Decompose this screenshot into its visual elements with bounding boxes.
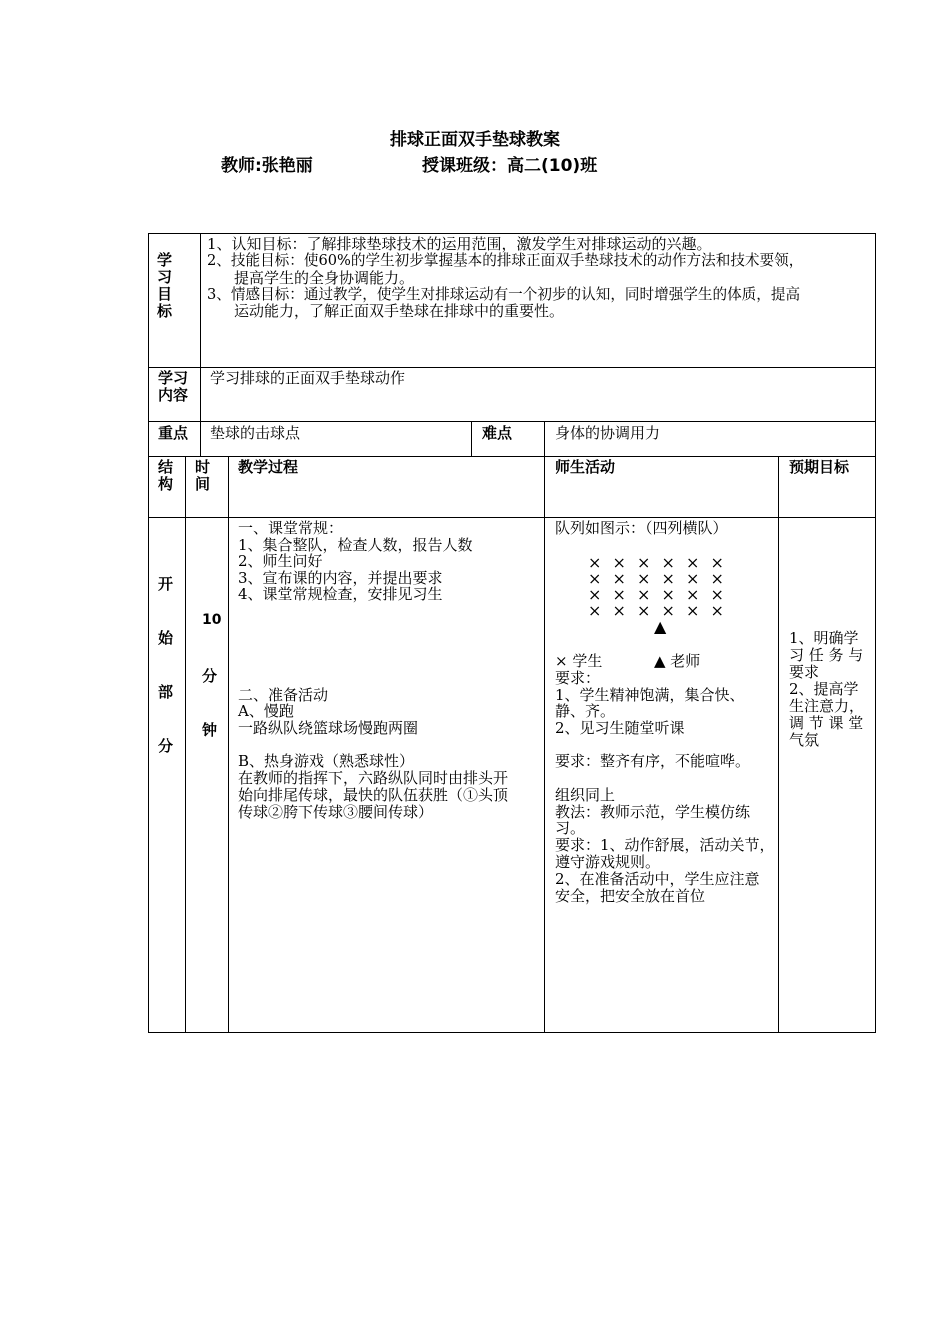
process-header: 教学过程 xyxy=(238,458,299,476)
section-time: 10 xyxy=(202,612,222,628)
section-char: 分 xyxy=(158,737,174,755)
formation-row: × × × × × × xyxy=(588,569,724,588)
process-line: 传球②胯下传球③腰间传球） xyxy=(238,803,434,821)
process-line: 一、课堂常规： xyxy=(238,519,344,537)
process-line: 二、准备活动 xyxy=(238,686,329,704)
col-divider xyxy=(185,456,186,1032)
content-value: 学习排球的正面双手垫球动作 xyxy=(210,369,406,387)
process-line: 3、宣布课的内容，并提出要求 xyxy=(238,569,443,587)
col-divider xyxy=(200,233,201,456)
objective-item: 3、情感目标：通过教学，使学生对排球运动有一个初步的认知，同时增强学生的体质，提高 xyxy=(207,286,801,303)
activity-line: 安全，把安全放在首位 xyxy=(555,887,706,905)
section-time: 分 xyxy=(202,667,218,685)
objective-item: 2、技能目标：使60%的学生初步掌握基本的排球正面双手垫球技术的动作方法和技术要领， xyxy=(207,252,804,269)
difficulty-value: 身体的协调用力 xyxy=(555,424,661,442)
legend-student: × 学生 xyxy=(555,652,603,670)
process-line: 一路纵队绕篮球场慢跑两圈 xyxy=(238,719,419,737)
time-header: 间 xyxy=(195,475,211,493)
time-header: 时 xyxy=(195,458,211,476)
document-title: 排球正面双手垫球教案 xyxy=(390,130,560,150)
row-divider xyxy=(148,367,876,368)
goal-line: 习 任 务 与 xyxy=(789,646,864,664)
activity-header: 师生活动 xyxy=(555,458,616,476)
activity-line: 教法：教师示范，学生模仿练 xyxy=(555,803,751,821)
structure-header: 构 xyxy=(158,475,174,493)
goal-line: 调 节 课 堂 xyxy=(789,714,864,732)
goal-line: 2、提高学 xyxy=(789,680,859,698)
activity-line: 2、在准备活动中，学生应注意 xyxy=(555,870,760,888)
formation-row: × × × × × × xyxy=(588,585,724,604)
activity-line: 静、齐。 xyxy=(555,702,616,720)
lesson-table xyxy=(148,233,876,1033)
process-line: 2、师生问好 xyxy=(238,552,323,570)
goal-line: 气氛 xyxy=(789,731,820,749)
activity-line: 组织同上 xyxy=(555,786,616,804)
legend-teacher: ▲ 老师 xyxy=(654,652,701,670)
activity-line: 1、学生精神饱满，集合快、 xyxy=(555,686,745,704)
objective-item: 1、认知目标：了解排球垫球技术的运用范围，激发学生对排球运动的兴趣。 xyxy=(207,235,712,253)
col-divider xyxy=(778,456,779,1032)
key-point-label: 重点 xyxy=(158,424,189,442)
teacher-name: 教师:张艳丽 xyxy=(221,156,313,176)
process-line: B、热身游戏（熟悉球性） xyxy=(238,752,415,770)
section-time: 钟 xyxy=(202,721,218,739)
objectives-label: 学习目标 xyxy=(157,251,173,320)
activity-line: 习。 xyxy=(555,819,586,837)
row-divider xyxy=(148,517,876,518)
col-divider xyxy=(471,421,472,456)
key-point-value: 垫球的击球点 xyxy=(210,424,301,442)
process-line: 1、集合整队，检查人数，报告人数 xyxy=(238,536,473,554)
class-info: 授课班级：高二(10)班 xyxy=(422,156,598,176)
objective-item: 提高学生的全身协调能力。 xyxy=(234,269,415,287)
formation-title: 队列如图示：（四列横队） xyxy=(555,519,728,537)
row-divider xyxy=(148,421,876,422)
section-char: 开 xyxy=(158,575,174,593)
goal-line: 生注意力， xyxy=(789,697,865,715)
section-char: 部 xyxy=(158,683,174,701)
objective-item: 运动能力，了解正面双手垫球在排球中的重要性。 xyxy=(234,302,565,320)
goal-line: 要求 xyxy=(789,663,820,681)
activity-line: 要求：整齐有序，不能喧哗。 xyxy=(555,752,751,770)
activity-line: 遵守游戏规则。 xyxy=(555,853,661,871)
activity-line: 要求： xyxy=(555,669,601,687)
difficulty-label: 难点 xyxy=(482,424,513,442)
section-char: 始 xyxy=(158,629,174,647)
col-divider xyxy=(544,421,545,1032)
process-line: A、慢跑 xyxy=(238,702,294,720)
process-line: 在教师的指挥下，六路纵队同时由排头开 xyxy=(238,769,509,787)
content-label: 学习 xyxy=(158,369,189,387)
row-divider xyxy=(148,456,876,457)
activity-line: 要求：1、动作舒展，活动关节， xyxy=(555,836,775,854)
goal-line: 1、明确学 xyxy=(789,629,859,647)
structure-header: 结 xyxy=(158,458,174,476)
process-line: 4、课堂常规检查，安排见习生 xyxy=(238,585,443,603)
formation-row: × × × × × × xyxy=(588,601,724,620)
col-divider xyxy=(228,456,229,1032)
teacher-triangle-icon: ▲ xyxy=(654,617,667,636)
content-label: 内容 xyxy=(158,386,189,404)
goal-header: 预期目标 xyxy=(789,458,850,476)
process-line: 始向排尾传球，最快的队伍获胜（①头顶 xyxy=(238,786,509,804)
formation-row: × × × × × × xyxy=(588,553,724,572)
activity-line: 2、见习生随堂听课 xyxy=(555,719,685,737)
